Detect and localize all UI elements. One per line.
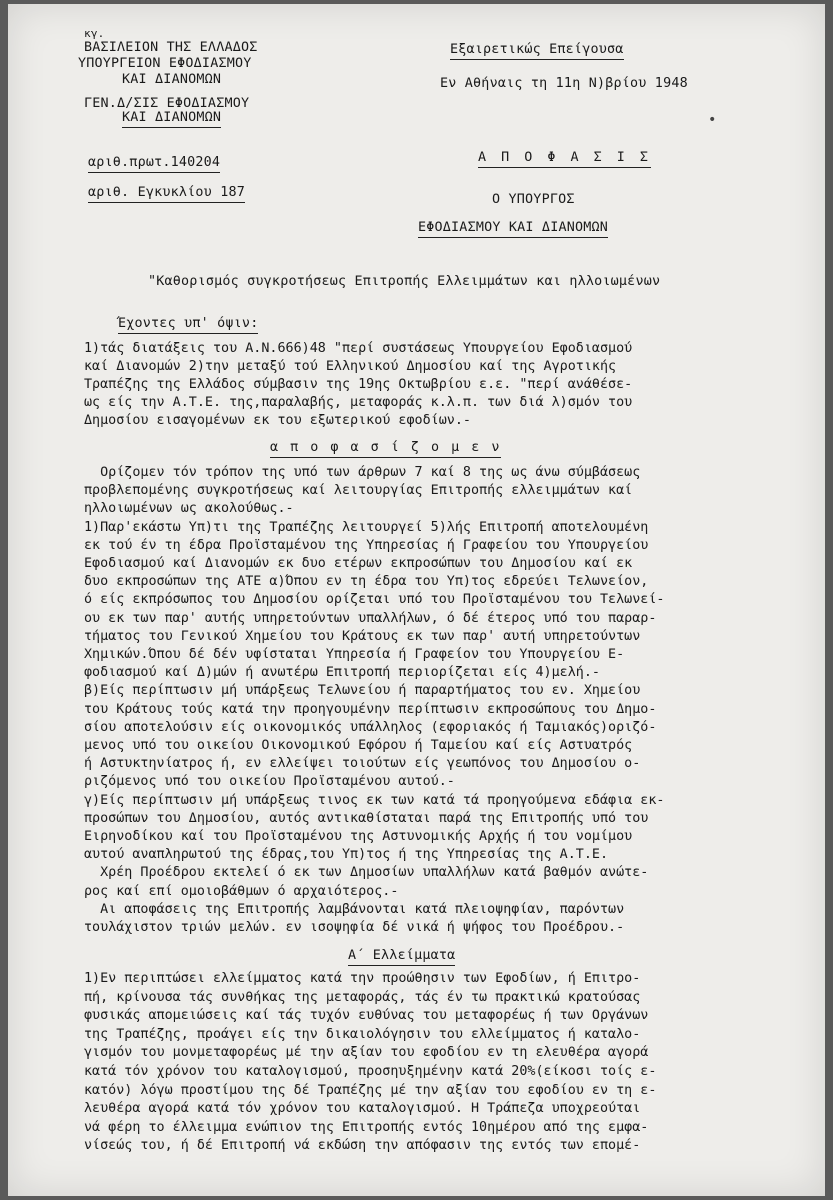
section-a-paragraph: 1)Εν περιπτώσει ελλείμματος κατά την προώθησιν των Εφοδίων, ή Επιτρο- πή, κρίνουσα τάς συνθήκας της μεταφοράς, τάς έν τω πρακτικώ κρατούσας φυσικάς απομειώσεις καί τάς τυχόν ευθύνας του μεταφορέως ή των Οργάνων της Τραπέζης, προάγει είς την δικαιολόγησιν του ελλείμματος ή καταλο- γισμόν του μονμεταφορέως μέ την αξίαν του εφοδίου εν τη ελευθέρα αγορά κατά τόν χρόνον του καταλογισμού, προσηυξημένην κατά 20%(είκοσι τοίς ε- κατόν) λόγω προστίμου της δέ Τραπέζης μέ την αξίαν του εφοδίου εν τη ε- λευθέρα αγορά κατά τόν χρόνον του καταλογισμού. Η Τράπεζα υποχρεούται νά φέρη το έλλειμμα ενώπιον της Επιτροπής εντός 10ημέρου από της εμφα- νίσεώς του, ή δέ Επιτροπή νά εκδώση την απόφασιν της εντός των επομέ- bbox=[84, 971, 657, 1154]
ink-mark: • bbox=[708, 112, 717, 128]
urgency-label: Εξαιρετικώς Επείγουσα bbox=[450, 42, 624, 60]
main-body-paragraph: Ορίζομεν τόν τρόπον της υπό των άρθρων 7 καί 8 της ως άνω σύμβάσεως προβλεπομένης συγκροτήσεως καί λειτουργίας Επιτροπής ελλειμμάτων καί ηλλοιωμένων ως ακολούθως.- 1)Παρ'εκάστω Υπ)τι της Τραπέζης λειτουργεί 5)λής Επιτροπή αποτελουμένη εκ τού έν τη έδρα Προϊσταμένου της Υπηρεσίας ή Γραφείου του Υπουργείου Εφοδιασμού καί Διανομών εκ δυο ετέρων εκπροσώπων του Δημοσίου καί εκ δυο εκπροσώπων της ΑΤΕ α)Όπου εν τη έδρα του Υπ)τος εδρεύει Τελωνείον, ό είς εκπρόσωπος του Δημοσίου ορίζεται υπό του Προϊσταμένου του Τελωνεί- ου εκ των παρ' αυτής υπηρετούντων υπαλλήλων, ό δέ έτερος υπό του παραρ- τήματος του Γενικού Χημείου του Κράτους εκ των παρ' αυτή υπηρετούντων Χημικών.Όπου δέ δέν υφίσταται Υπηρεσία ή Γραφείον του Υπουργείου Ε- φοδιασμού καί Δ)μών ή ανωτέρω Επιτροπή περιορίζεται είς 4)μελή.- β)Είς περίπτωσιν μή υπάρξεως Τελωνείου ή παραρτήματος του εν. Χημείου του Κράτους τούς κατά την προηγουμένην περίπτωσιν εκπροσώπους του Δημο- σίου αποτελούσιν είς οικονομικός υπάλληλος (εφοριακός ή Ταμιακός)οριζό- μενος υπό του οικείου Οικονομικού Εφόρου ή Ταμείου καί είς Αστυατρός ή Αστυκτηνίατρος ή, εν ελλείψει τοιούτων είς γεωπόνος του Δημοσίου ο- ριζόμενος υπό του οικείου Προϊσταμένου αυτού.- γ)Είς περίπτωσιν μή υπάρξεως τινος εκ των κατά τά προηγούμενα εδάφια εκ- προσώπων του Δημοσίου, αυτός αντικαθίσταται παρά της Επιτροπής υπό του Ειρηνοδίκου καί του Προϊσταμένου της Αστυνομικής Αρχής ή του νομίμου αυτού αναπληρωτού της έδρας,του Υπ)τος ή της Υπηρεσίας της Α.Τ.Ε. Χρέη Προέδρου εκτελεί ό εκ των Δημοσίων υπαλλήλων κατά βαθμόν ανώτε- ρος καί επί ομοιοβάθμων ό αρχαιότερος.- Αι αποφάσεις της Επιτροπής λαμβάνονται κατά πλειοψηφίαν, παρόντων τουλάχιστον τριών μελών. εν ισοψηφία δέ νικά ή ψήφος του Προέδρου.- bbox=[84, 465, 665, 936]
initials: κγ. bbox=[84, 27, 105, 40]
document-page bbox=[8, 4, 825, 1196]
decision-heading: Α Π Ο Φ Α Σ Ι Σ bbox=[478, 150, 651, 168]
having-regard-label: Έχοντες υπ' όψιν: bbox=[118, 316, 258, 334]
subject-line: "Καθορισμός συγκροτήσεως Επιτροπής Ελλειμμάτων και ηλλοιωμένων bbox=[148, 274, 661, 289]
circular-number: αριθ. Εγκυκλίου 187 bbox=[88, 185, 245, 203]
ministry-line-2: ΚΑΙ ΔΙΑΝΟΜΩΝ bbox=[122, 72, 222, 87]
directorate-line-2: ΚΑΙ ΔΙΑΝΟΜΩΝ bbox=[122, 110, 221, 128]
decide-heading: α π ο φ α σ ί ζ ο μ ε ν bbox=[270, 440, 501, 458]
section-a-heading: Α΄ Ελλείμματα bbox=[348, 948, 455, 966]
date-line: Εν Αθήναις τη 11η Ν)βρίου 1948 bbox=[440, 76, 688, 91]
directorate-line: ΓΕΝ.Δ/ΣΙΣ ΕΦΟΔΙΑΣΜΟΥ bbox=[84, 96, 250, 111]
ministry-line: ΥΠΟΥΡΓΕΙΟΝ ΕΦΟΔΙΑΣΜΟΥ bbox=[78, 56, 252, 71]
consideration-paragraph: 1)τάς διατάξεις του Α.Ν.666)48 "περί συστάσεως Υπουργείου Εφοδιασμού καί Διανομών 2)την μεταξύ τού Ελληνικού Δημοσίου καί της Αγροτικής Τραπέζης της Ελλάδος σύμβασιν της 19ης Οκτωβρίου ε.ε. "περί ανάθέσε- ως είς την Α.Τ.Ε. της,παραλαβής, μεταφοράς κ.λ.π. των διά λ)σμόν του Δημοσίου εισαγομένων εκ του εξωτερικού εφοδίων.- bbox=[84, 341, 633, 428]
kingdom-line: ΒΑΣΙΛΕΙΟΝ ΤΗΣ ΕΛΛΑΔΟΣ bbox=[84, 40, 258, 55]
protocol-number: αριθ.πρωτ.140204 bbox=[88, 155, 220, 173]
minister-title: Ο ΥΠΟΥΡΓΟΣ bbox=[492, 192, 575, 207]
ministry-title: ΕΦΟΔΙΑΣΜΟΥ ΚΑΙ ΔΙΑΝΟΜΩΝ bbox=[418, 220, 608, 238]
